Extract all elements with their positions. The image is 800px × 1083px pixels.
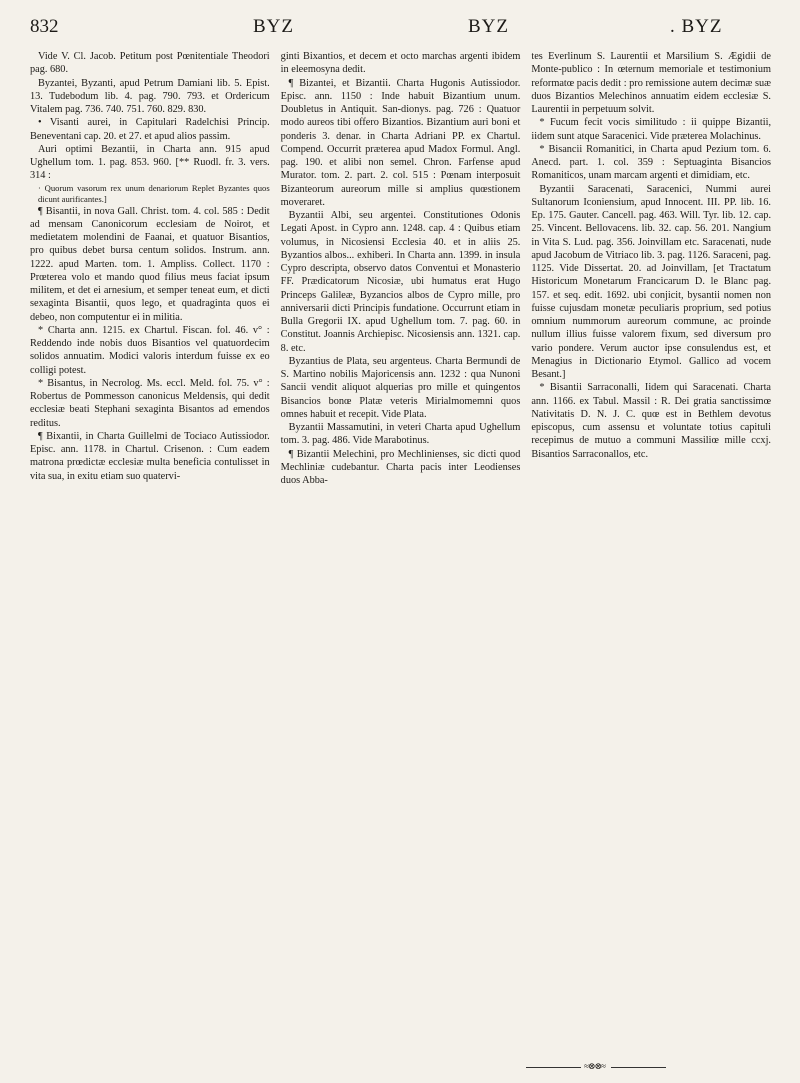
ornament-glyph: ≈⊗⊗≈	[584, 1061, 605, 1071]
entry-paragraph: Byzantii Massamutini, in veteri Charta apud Ughellum tom. 3. pag. 486. Vide Marabotinus.	[280, 422, 521, 447]
header-keyword-left: BYZ	[253, 16, 294, 37]
entry-paragraph: ¶ Bizantii Melechini, pro Mechlinienses, sic dicti quod Mechliniæ cudebantur. Charta pacis inter Leodienses duos Abba-	[280, 448, 521, 486]
ornament-rule-right	[611, 1067, 666, 1068]
entry-paragraph: · Quorum vasorum rex unum denariorum Replet Byzantes quos dicunt aurificantes.]	[38, 182, 270, 204]
header-keyword-right: . BYZ	[670, 16, 723, 37]
entry-paragraph: Vide V. Cl. Jacob. Petitum post Pœnitentiale Theodori pag. 680.	[30, 51, 270, 76]
entry-paragraph: * Bisantus, in Necrolog. Ms. eccl. Meld. fol. 75. v° : Robertus de Pommesson canonicus Meldensis, qui dedit ecclesiæ beati Stephani sexaginta Bisantos ad emendos reditus.	[30, 377, 270, 429]
column-middle	[281, 50, 521, 1055]
end-ornament	[526, 1061, 666, 1072]
column-right	[531, 50, 771, 1055]
header-keyword-center: BYZ	[468, 16, 509, 37]
entry-paragraph: * Bisancii Romanitici, in Charta apud Pezium tom. 6. Anecd. part. 1. col. 359 : Septuaginta Bisancios Romaniticos, unam marcam argenti et dimidiam, etc.	[531, 143, 772, 182]
entry-paragraph: Byzantii Saracenati, Saracenici, Nummi aurei Sultanorum Iconiensium, apud Innocent. III. PP. lib. 16. Ep. 175. Gauter. Cancell. pag. 463. Will. Tyr. lib. 12. cap. 25. Vincent. Bellovacens. lib. 32. cap. 56. 201. Nangium in Vita S. Lud. pag. 356. Joinvillam etc. Saracenati, nude apud Jacobum de Vitriaco lib. 3. pag. 1126. Saraceni, pag. 1125. Vide Dissertat. 20. ad Joinvillam, [et Tractatum Historicum Monetarum Francicarum D. le Blanc pag. 157. et seq. edit. 1692. ubi conjicit, bysantii nomen non fuisse cujusdam monetæ peculiaris proprium, sed potius omnium nummorum aureorum commune, ac proinde nullum illius fuisse valorem fixum, sed diversum pro vario pondere. Verum auctor ipse consulendus est, et Menagius in Dictionario Etymol. Gallico ad vocem Besant.]	[531, 183, 772, 380]
entry-paragraph: Auri optimi Bezantii, in Charta ann. 915 apud Ughellum tom. 1. pag. 853. 960. [** Ruodl. fr. 3. vers. 314 :	[30, 143, 270, 182]
ornament-rule-left	[526, 1067, 581, 1068]
entry-paragraph: ¶ Bizantei, et Bizantii. Charta Hugonis Autissiodor. Episc. ann. 1150 : Inde habuit Bizantium unum. Doubletus in Antiquit. San-dionys. pag. 726 : Quatuor modo aureos tibi offero Bizantios. Bizantium auri boni et ponderis 3. denar. in Charta Adriani PP. ex Chartul. Compend. Occurrit præterea apud Madox Formul. Angl. pag. 190. et alibi non semel. Chron. Farfense apud Murator. tom. 2. part. 2. col. 515 : Pœnam interposuit Bizanteorum aureorum mille si amplius quœstionem moveraret.	[280, 77, 521, 208]
entry-paragraph: ¶ Bixantii, in Charta Guillelmi de Tociaco Autissiodor. Episc. ann. 1178. in Chartul. Crisenon. : Cum eadem matrona prœdictæ ecclesiæ multa beneficia contulisset in vita sua, in exitu etiam suo quatervi-	[30, 430, 270, 482]
running-header	[30, 10, 770, 42]
page-number: 832	[30, 16, 59, 37]
entry-paragraph: ¶ Bisantii, in nova Gall. Christ. tom. 4. col. 585 : Dedit ad mensam Canonicorum ecclesiam de Noirot, et medietatem molendini de Faanai, et quatuor Bisantios, pro quibus debet bursa centum solidos. Instrum. ann. 1222. apud Marten. tom. 1. Ampliss. Collect. 1170 : Prœterea volo et mando quod filius meus faciat ipsum militem, et det ei arnesium, et semper teneat eum, et dicti sexaginta Bisantii, quos lego, et quadraginta quos ei debeo, non computentur ei in militia.	[30, 205, 270, 323]
entry-paragraph: Byzantei, Byzanti, apud Petrum Damiani lib. 5. Epist. 13. Tudebodum lib. 4. pag. 790. 793. et Ordericum Vitalem pag. 736. 740. 751. 760. 829. 830.	[30, 77, 270, 115]
column-left	[30, 50, 270, 1055]
entry-paragraph: Byzantii Albi, seu argentei. Constitutiones Odonis Legati Apost. in Cypro ann. 1248. cap. 4 : Quibus etiam volumus, in Nicosiensi Ecclesia 40. et in aliis 25. Byzantios albos... exhiberi. In Charta ann. 1399. in insula Cypro descripta, observo datos Conventui et Monasterio FF. Prædicatorum Nicosiæ, ubi humatus erat Hugo Princeps Galileæ, Byzancios albos de Cypro mille, pro anniversarii dicti Principis fundatione. Occurrunt etiam in Bulla Gregorii IX. apud Ughellum tom. 7. pag. 60. in Constitut. Joannis Archiepisc. Nicosiensis ann. 1321. cap. 8. etc.	[280, 210, 521, 354]
entry-paragraph: • Visanti aurei, in Capitulari Radelchisi Princip. Beneventani cap. 20. et 27. et apud alios passim.	[30, 117, 270, 142]
entry-paragraph: * Charta ann. 1215. ex Chartul. Fiscan. fol. 46. v° : Reddendo inde nobis duos Bisantios vel quatuordecim solidos annuatim. Modici valoris interdum fuisse ex eo colligi potest.	[30, 324, 270, 376]
entry-paragraph: tes Everlinum S. Laurentii et Marsilium S. Ægidii de Monte-publico : In œternum memoriale et testimonium reformatœ pacis dedit : pro remissione autem decimæ suæ duos Bizantios Melechinos annuatim eidem ecclesiæ S. Laurentii in perpetuum solvit.	[531, 51, 772, 115]
entry-paragraph: Byzantius de Plata, seu argenteus. Charta Bermundi de S. Martino nobilis Majoricensis ann. 1232 : qua Nunoni Sancii vendit aliquot alquerias pro mille et quingentos Bisancios bonœ Platæ veteris Mirialmomemni quos omnes habuit et recepit. Vide Plata.	[280, 355, 521, 420]
entry-paragraph: ginti Bixantios, et decem et octo marchas argenti ibidem in eleemosyna dedit.	[280, 51, 521, 76]
entry-paragraph: * Bisantii Sarraconalli, Iidem qui Saracenati. Charta ann. 1166. ex Tabul. Massil : R. Dei gratia sanctissimœ Nativitatis D. N. J. C. quœ est in Bethlem devotus episcopus, cum assensu et voluntate totius capituli recepimus de mutuo a communi Massiliœ mille ccxj. Bisantios Sarraconallos, etc.	[531, 382, 772, 460]
dictionary-columns	[30, 50, 771, 1055]
entry-paragraph: * Fucum fecit vocis similitudo : ii quippe Bizantii, iidem sunt atque Saracenici. Vide præterea Molachinus.	[531, 117, 772, 142]
